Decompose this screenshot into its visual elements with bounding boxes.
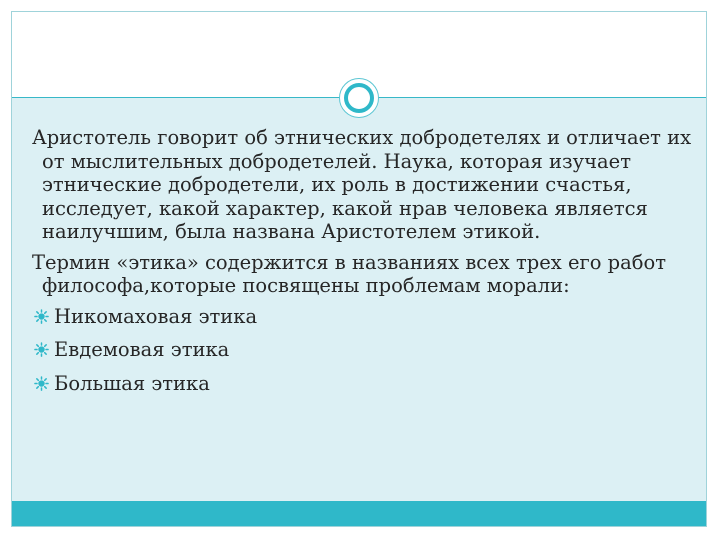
sun-bullet-icon [34, 342, 49, 357]
sun-bullet-icon [34, 376, 49, 391]
list-item-label: Никомаховая этика [54, 304, 258, 328]
list-item-magna-moralia [32, 372, 692, 396]
list-item-nicomachean [32, 305, 692, 329]
slide-body-text [32, 126, 692, 405]
ring-icon [339, 78, 379, 118]
list-item-label: Большая этика [54, 371, 210, 395]
paragraph-aristotle-virtues: Аристотель говорит об этнических добродетелях и отличает их от мыслительных добродетелей. Наука, которая изучает этнические добродетели, их роль в достижении счастья, исследует, какой характер, какой нрав человека является наилучшим, была названа Аристотелем этикой. [32, 126, 692, 243]
works-list [32, 305, 692, 396]
sun-bullet-icon [34, 309, 49, 324]
paragraph-term-ethics: Термин «этика» содержится в названиях всех трех его работ философа,которые посвящены проблемам морали: [32, 250, 667, 297]
list-item-eudemian [32, 338, 692, 362]
ring-icon-inner [344, 83, 374, 113]
list-item-label: Евдемовая этика [54, 338, 230, 361]
footer-bar [12, 501, 706, 526]
